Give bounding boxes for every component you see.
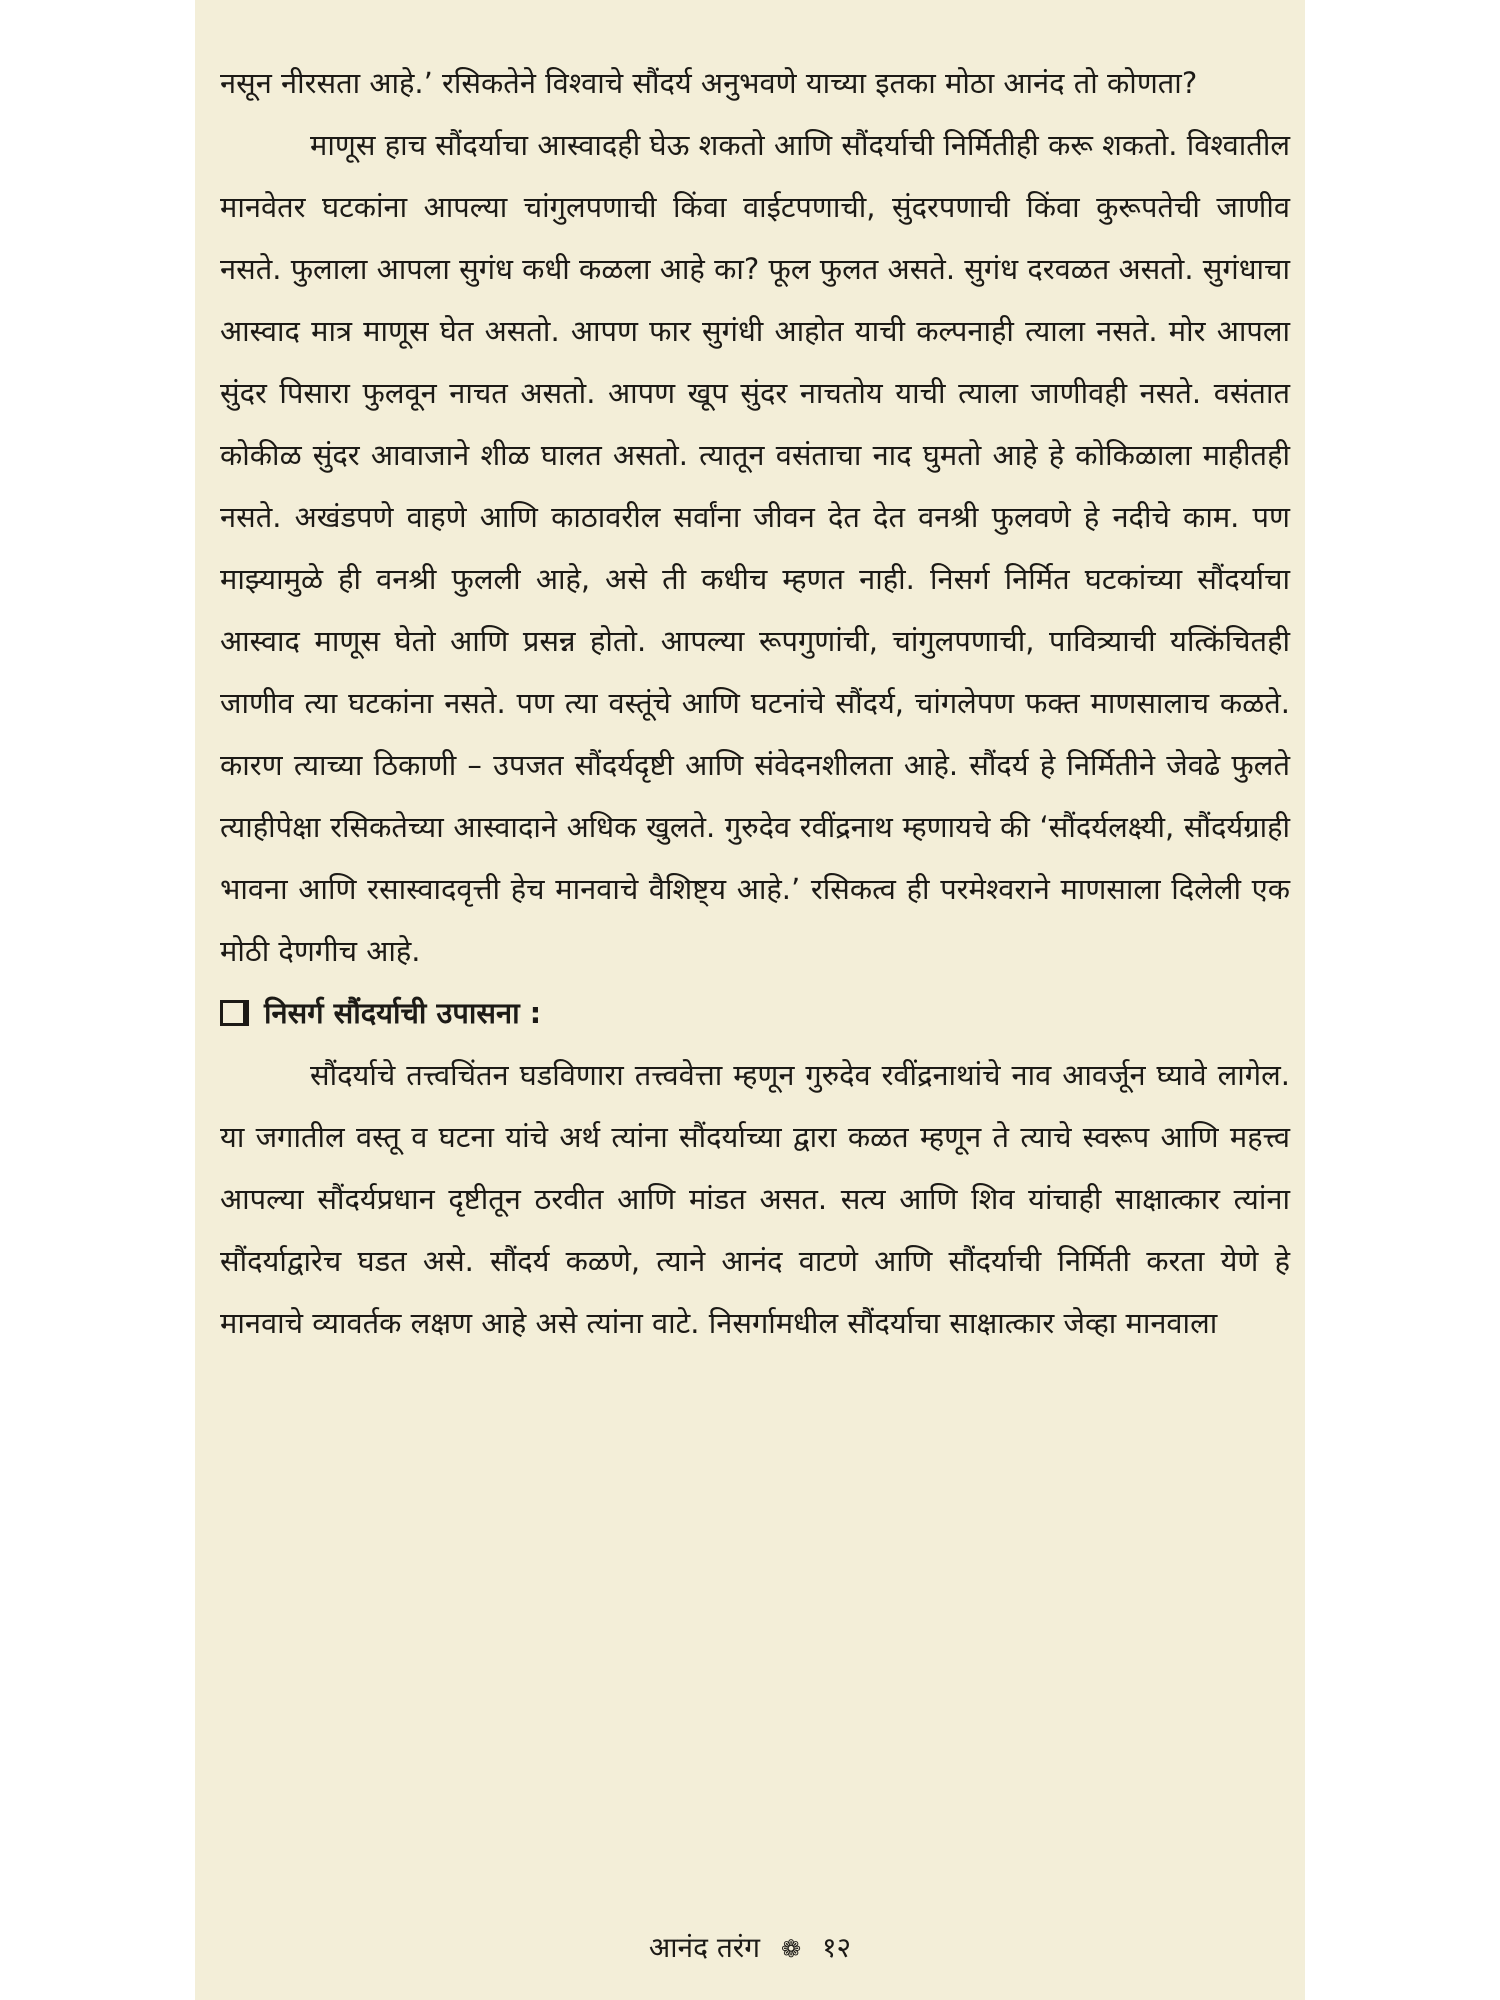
paragraph-continued: नसून नीरसता आहे.’ रसिकतेने विश्वाचे सौंदर्य अनुभवणे याच्या इतका मोठा आनंद तो कोणता? — [220, 66, 1198, 100]
paragraph-beauty-perception: माणूस हाच सौंदर्याचा आस्वादही घेऊ शकतो आणि सौंदर्याची निर्मितीही करू शकतो. विश्वातील मानवेतर घटकांना आपल्या चांगुलपणाची किंवा वाईटपणाची, सुंदरपणाची किंवा कुरूपतेची जाणीव नसते. फुलाला आपला सुगंध कधी कळला आहे का? फूल फुलत असते. सुगंध दरवळत असतो. सुगंधाचा आस्वाद मात्र माणूस घेत असतो. आपण फार सुगंधी आहोत याची कल्पनाही त्याला नसते. मोर आपला सुंदर पिसारा फुलवून नाचत असतो. आपण खूप सुंदर नाचतोय याची त्याला जाणीवही नसते. वसंतात कोकीळ सुंदर आवाजाने शीळ घालत असतो. त्यातून वसंताचा नाद घुमतो आहे हे कोकिळाला माहीतही नसते. अखंडपणे वाहणे आणि काठावरील सर्वांना जीवन देत देत वनश्री फुलवणे हे नदीचे काम. पण माझ्यामुळे ही वनश्री फुलली आहे, असे ती कधीच म्हणत नाही. निसर्ग निर्मित घटकांच्या सौंदर्याचा आस्वाद माणूस घेतो आणि प्रसन्न होतो. आपल्या रूपगुणांची, चांगुलपणाची, पावित्र्याची यत्किंचितही जाणीव त्या घटकांना नसते. पण त्या वस्तूंचे आणि घटनांचे सौंदर्य, चांगलेपण फक्त माणसालाच कळते. कारण त्याच्या ठिकाणी – उपजत सौंदर्यदृष्टी आणि संवेदनशीलता आहे. सौंदर्य हे निर्मितीने जेवढे फुलते त्याहीपेक्षा रसिकतेच्या आस्वादाने अधिक खुलते. गुरुदेव रवींद्रनाथ म्हणायचे की ‘सौंदर्यलक्ष्यी, सौंदर्यग्राही भावना आणि रसास्वादवृत्ती हेच मानवाचे वैशिष्ट्य आहे.’ रसिकत्व ही परमेश्वराने माणसाला दिलेली एक मोठी देणगीच आहे. — [220, 128, 1290, 968]
flower-ornament-icon: ❁ — [780, 1935, 802, 1963]
book-page — [195, 0, 1305, 2000]
book-title: आनंद तरंग — [648, 1931, 761, 1964]
square-bullet-icon — [220, 1000, 246, 1026]
section-heading — [220, 982, 1290, 1044]
paragraph-tagore: सौंदर्याचे तत्त्वचिंतन घडविणारा तत्त्ववेत्ता म्हणून गुरुदेव रवींद्रनाथांचे नाव आवर्जून घ्यावे लागेल. या जगातील वस्तू व घटना यांचे अर्थ त्यांना सौंदर्याच्या द्वारा कळत म्हणून ते त्याचे स्वरूप आणि महत्त्व आपल्या सौंदर्यप्रधान दृष्टीतून ठरवीत आणि मांडत असत. सत्य आणि शिव यांचाही साक्षात्कार त्यांना सौंदर्याद्वारेच घडत असे. सौंदर्य कळणे, त्याने आनंद वाटणे आणि सौंदर्याची निर्मिती करता येणे हे मानवाचे व्यावर्तक लक्षण आहे असे त्यांना वाटे. निसर्गामधील सौंदर्याचा साक्षात्कार जेव्हा मानवाला — [220, 1058, 1290, 1340]
page-body — [220, 52, 1290, 1354]
page-number: १२ — [821, 1931, 852, 1964]
section-heading-text: निसर्ग सौंदर्याची उपासना : — [264, 996, 542, 1030]
page-footer — [195, 1928, 1305, 1966]
